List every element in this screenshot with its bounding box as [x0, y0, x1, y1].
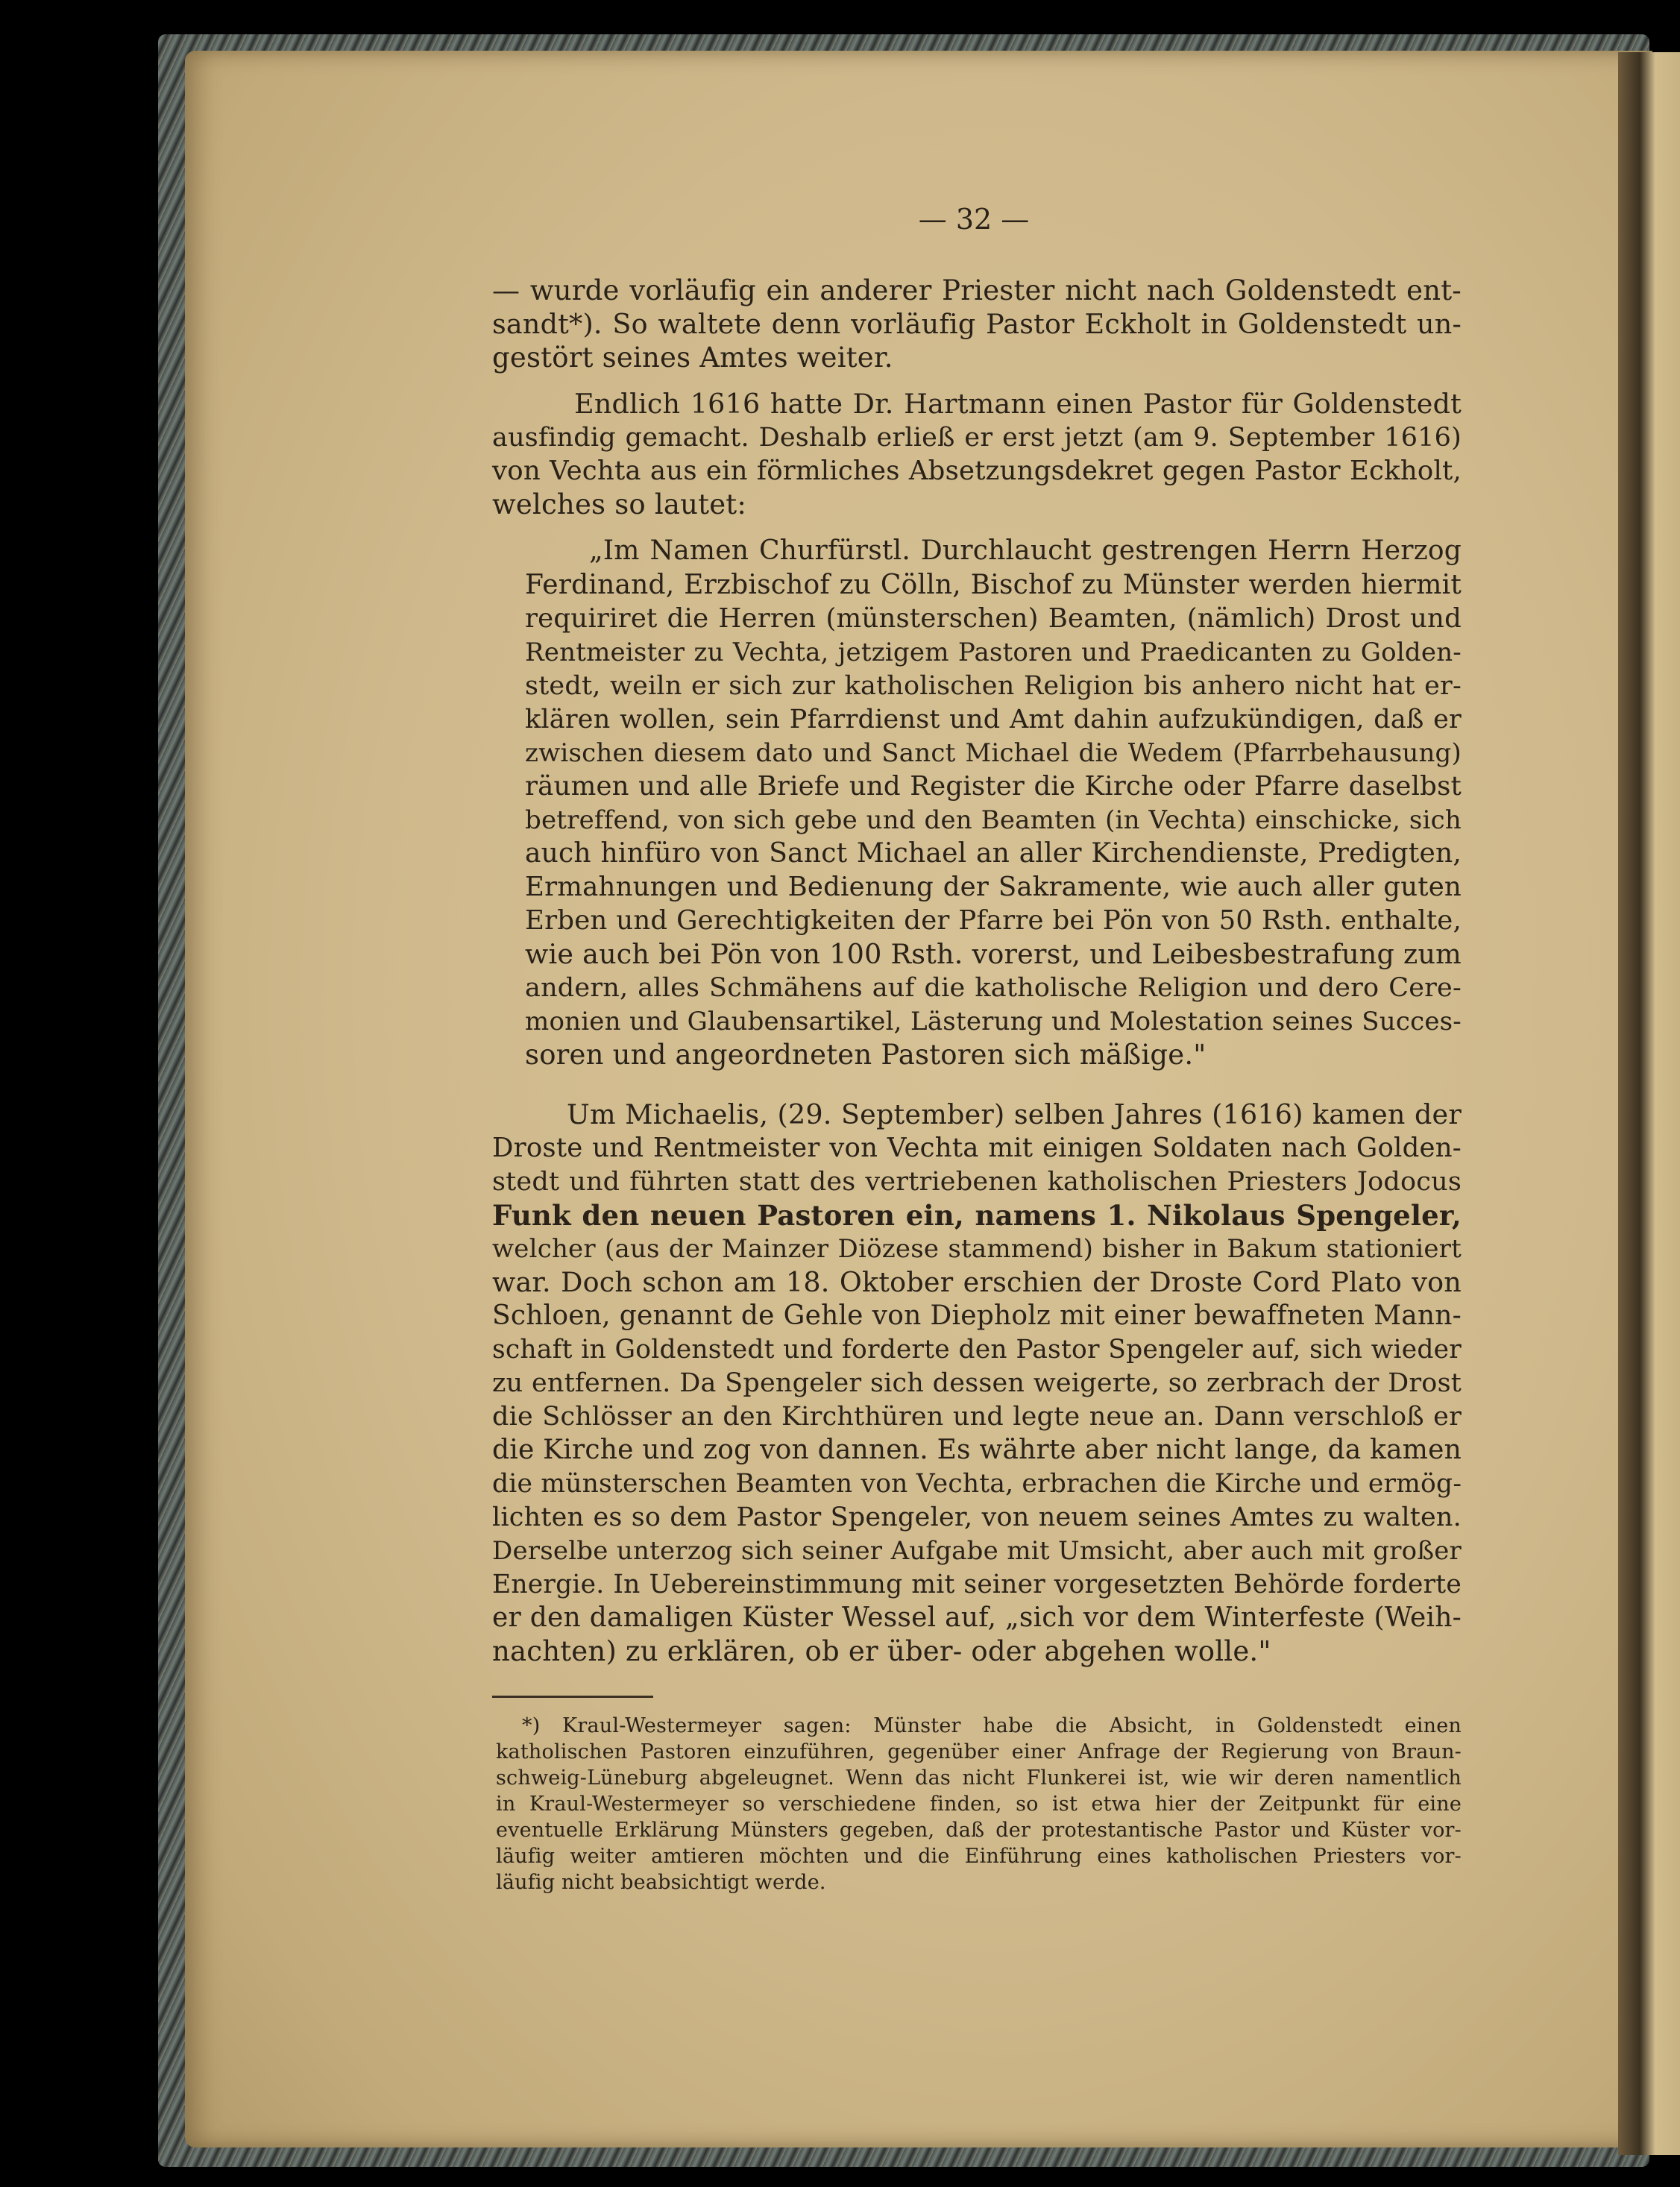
- text-line: Derselbe unterzog sich seiner Aufgabe mit Umsicht, aber auch mit großer: [492, 1536, 1462, 1566]
- quote-line: Rentmeister zu Vechta, jetzigem Pastoren und Praedicanten zu Golden-: [525, 638, 1462, 667]
- text-line: die Schlösser an den Kirchthüren und legte neue an. Dann verschloß er: [492, 1402, 1462, 1432]
- footnote-line: *) Kraul-Westermeyer sagen: Münster habe die Absicht, in Goldenstedt einen: [522, 1714, 1462, 1737]
- quote-line: Ferdinand, Erzbischof zu Cölln, Bischof zu Münster werden hiermit: [525, 570, 1462, 600]
- quote-line: Erben und Gerechtigkeiten der Pfarre bei Pön von 50 Rsth. enthalte,: [525, 905, 1462, 936]
- text-line: Droste und Rentmeister von Vechta mit einigen Soldaten nach Golden-: [492, 1133, 1462, 1163]
- quote-line: Ermahnungen und Bedienung der Sakramente, wie auch aller guten: [525, 872, 1462, 902]
- text-line: — wurde vorläufig ein anderer Priester nicht nach Goldenstedt ent-: [492, 274, 1462, 306]
- text-line: Energie. In Uebereinstimmung mit seiner vorgesetzten Behörde forderte: [492, 1570, 1462, 1599]
- book-gutter: [1618, 52, 1680, 2155]
- quote-line: requiriret die Herren (münsterschen) Beamten, (nämlich) Drost und: [525, 603, 1462, 634]
- text-line: er den damaligen Küster Wessel auf, „sich vor dem Winterfeste (Weih-: [492, 1602, 1462, 1633]
- quote-line: soren und angeordneten Pastoren sich mäßige.": [525, 1039, 1206, 1071]
- footnote-line: läufig weiter amtieren möchten und die Einführung eines katholischen Priesters vor-: [496, 1845, 1462, 1868]
- text-line: die münsterschen Beamten von Vechta, erbrachen die Kirche und ermög-: [492, 1469, 1462, 1499]
- page-number: — 32 —: [918, 203, 1030, 236]
- footnote-line: katholischen Pastoren einzuführen, gegenüber einer Anfrage der Regierung von Braun-: [496, 1740, 1462, 1763]
- quote-line: betreffend, von sich gebe und den Beamten (in Vechta) einschicke, sich: [525, 805, 1462, 835]
- text-line: nachten) zu erklären, ob er über- oder abgehen wolle.": [492, 1635, 1271, 1667]
- text-line: lichten es so dem Pastor Spengeler, von neuem seines Amtes zu walten.: [492, 1502, 1462, 1532]
- text-line: zu entfernen. Da Spengeler sich dessen weigerte, so zerbrach der Drost: [492, 1368, 1462, 1398]
- footnote-divider: [492, 1696, 653, 1698]
- text-line: Funk den neuen Pastoren ein, namens 1. Nikolaus Spengeler,: [492, 1199, 1462, 1232]
- quote-line: räumen und alle Briefe und Register die Kirche oder Pfarre daselbst: [525, 771, 1462, 802]
- text-line: sandt*). So waltete denn vorläufig Pastor Eckholt in Goldenstedt un-: [492, 308, 1462, 340]
- quote-line: stedt, weiln er sich zur katholischen Religion bis anhero nicht hat er-: [525, 671, 1462, 701]
- quote-line: klären wollen, sein Pfarrdienst und Amt dahin aufzukündigen, daß er: [525, 705, 1462, 734]
- text-line: Schloen, genannt de Gehle von Diepholz mit einer bewaffneten Mann-: [492, 1300, 1462, 1331]
- text-line: die Kirche und zog von dannen. Es währte aber nicht lange, da kamen: [492, 1435, 1462, 1465]
- quote-line: andern, alles Schmähens auf die katholische Religion und dero Cere-: [525, 973, 1462, 1003]
- quote-line: wie auch bei Pön von 100 Rsth. vorerst, und Leibesbestrafung zum: [525, 938, 1462, 970]
- text-line: war. Doch schon am 18. Oktober erschien der Droste Cord Plato von: [492, 1266, 1462, 1298]
- text-line: gestört seines Amtes weiter.: [492, 342, 893, 374]
- text-line: von Vechta aus ein förmliches Absetzungsdekret gegen Pastor Eckholt,: [492, 456, 1462, 486]
- text-line: Um Michaelis, (29. September) selben Jahres (1616) kamen der: [567, 1098, 1462, 1130]
- footnote-line: schweig-Lüneburg abgeleugnet. Wenn das nicht Flunkerei ist, wie wir deren namentlich: [496, 1766, 1462, 1790]
- text-line: Endlich 1616 hatte Dr. Hartmann einen Pastor für Goldenstedt: [574, 388, 1462, 420]
- footnote-line: läufig nicht beabsichtigt werde.: [496, 1871, 826, 1894]
- text-line: welches so lautet:: [492, 488, 747, 520]
- quote-line: zwischen diesem dato und Sanct Michael die Wedem (Pfarrbehausung): [525, 738, 1462, 768]
- text-line: stedt und führten statt des vertriebenen katholischen Priesters Jodocus: [492, 1167, 1462, 1197]
- quote-line: monien und Glaubensartikel, Lästerung und Molestation seines Succes-: [525, 1007, 1462, 1036]
- text-line: welcher (aus der Mainzer Diözese stammend) bisher in Bakum stationiert: [492, 1234, 1462, 1264]
- footnote-line: in Kraul-Westermeyer so verschiedene finden, so ist etwa hier der Zeitpunkt für eine: [496, 1793, 1462, 1816]
- quote-line: „Im Namen Churfürstl. Durchlaucht gestrengen Herrn Herzog: [589, 535, 1462, 566]
- text-line: ausfindig gemacht. Deshalb erließ er erst jetzt (am 9. September 1616): [492, 423, 1462, 453]
- text-line: schaft in Goldenstedt und forderte den Pastor Spengeler auf, sich wieder: [492, 1335, 1462, 1365]
- quote-line: auch hinfüro von Sanct Michael an aller Kirchendienste, Predigten,: [525, 838, 1462, 869]
- footnote-line: eventuelle Erklärung Münsters gegeben, daß der protestantische Pastor und Küster vor-: [496, 1819, 1462, 1842]
